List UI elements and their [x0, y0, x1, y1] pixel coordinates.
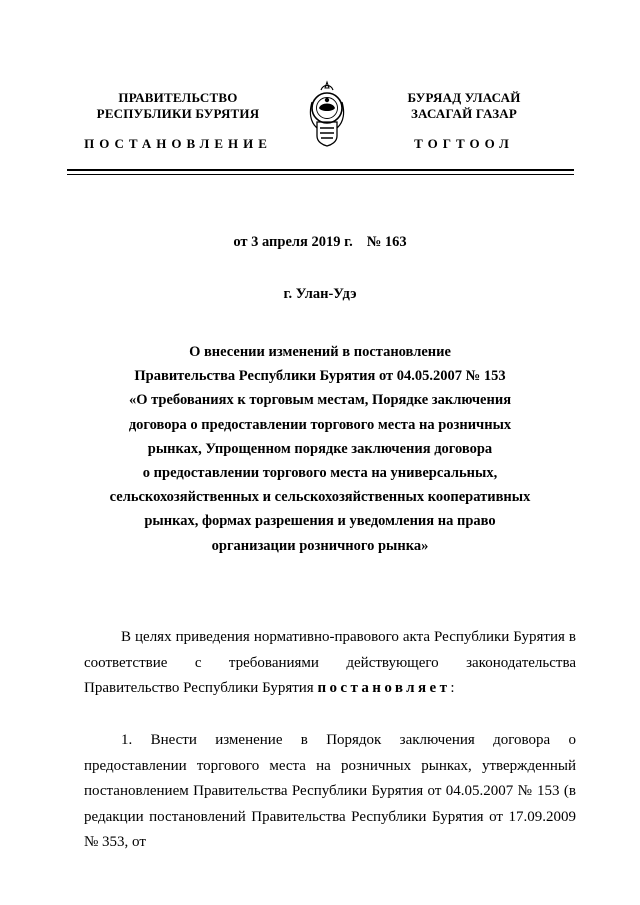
header-right-line-1: БУРЯАД УЛАСАЙ — [407, 90, 521, 105]
doc-type-buryat: ТОГТООЛ — [414, 136, 514, 151]
document-title — [80, 340, 560, 558]
doc-type-russian: ПОСТАНОВЛЕНИЕ — [84, 136, 272, 151]
header-right-block — [354, 90, 574, 152]
clause-1-paragraph: 1. Внести изменение в Порядок заключения договора о предоставлении торгового места на розничных рынках, утвержденный постановлением Правительства Республики Бурятия от 04.05.2007 № 153 (в редакции постановлений Правительства Республики Бурятия от 17.09.2009 № 353, от — [84, 732, 576, 850]
header-divider-thin — [67, 174, 574, 175]
resolves-keyword: постановляет — [317, 680, 451, 696]
header-divider-thick — [67, 169, 574, 171]
header-right-line-2: ЗАСАГАЙ ГАЗАР — [410, 106, 518, 121]
preamble-text: В целях приведения нормативно-правового акта Республики Бурятия в соответствие с требованиями действующего законодательства Правительство Республики Бурятия — [84, 629, 576, 696]
document-number: № 163 — [366, 234, 407, 250]
title-line: рынках, Упрощенном порядке заключения договора — [147, 440, 493, 457]
title-line: рынках, формах разрешения и уведомления на право — [144, 513, 496, 530]
header-left-line-2: РЕСПУБЛИКИ БУРЯТИЯ — [96, 106, 260, 121]
title-line: О внесении изменений в постановление — [189, 344, 451, 360]
document-date: от 3 апреля 2019 г. — [233, 234, 353, 250]
preamble-colon: : — [450, 680, 455, 696]
title-line: сельскохозяйственных и сельскохозяйственных кооперативных — [109, 489, 531, 506]
title-line: о предоставлении торгового места на универсальных, — [142, 465, 498, 482]
header-left-line-1: ПРАВИТЕЛЬСТВО — [118, 90, 238, 105]
title-line: договора о предоставлении торгового места на розничных — [128, 416, 512, 433]
coat-of-arms-icon — [301, 78, 353, 150]
title-line: «О требованиях к торговым местам, Порядке заключения — [128, 392, 512, 409]
title-line: Правительства Республики Бурятия от 04.05.2007 № 153 — [134, 368, 506, 385]
title-line: организации розничного рынка» — [211, 537, 429, 554]
header-left-block — [68, 90, 288, 152]
date-and-number — [0, 234, 640, 251]
city-name: г. Улан-Удэ — [283, 286, 357, 302]
preamble-paragraph — [84, 625, 576, 702]
